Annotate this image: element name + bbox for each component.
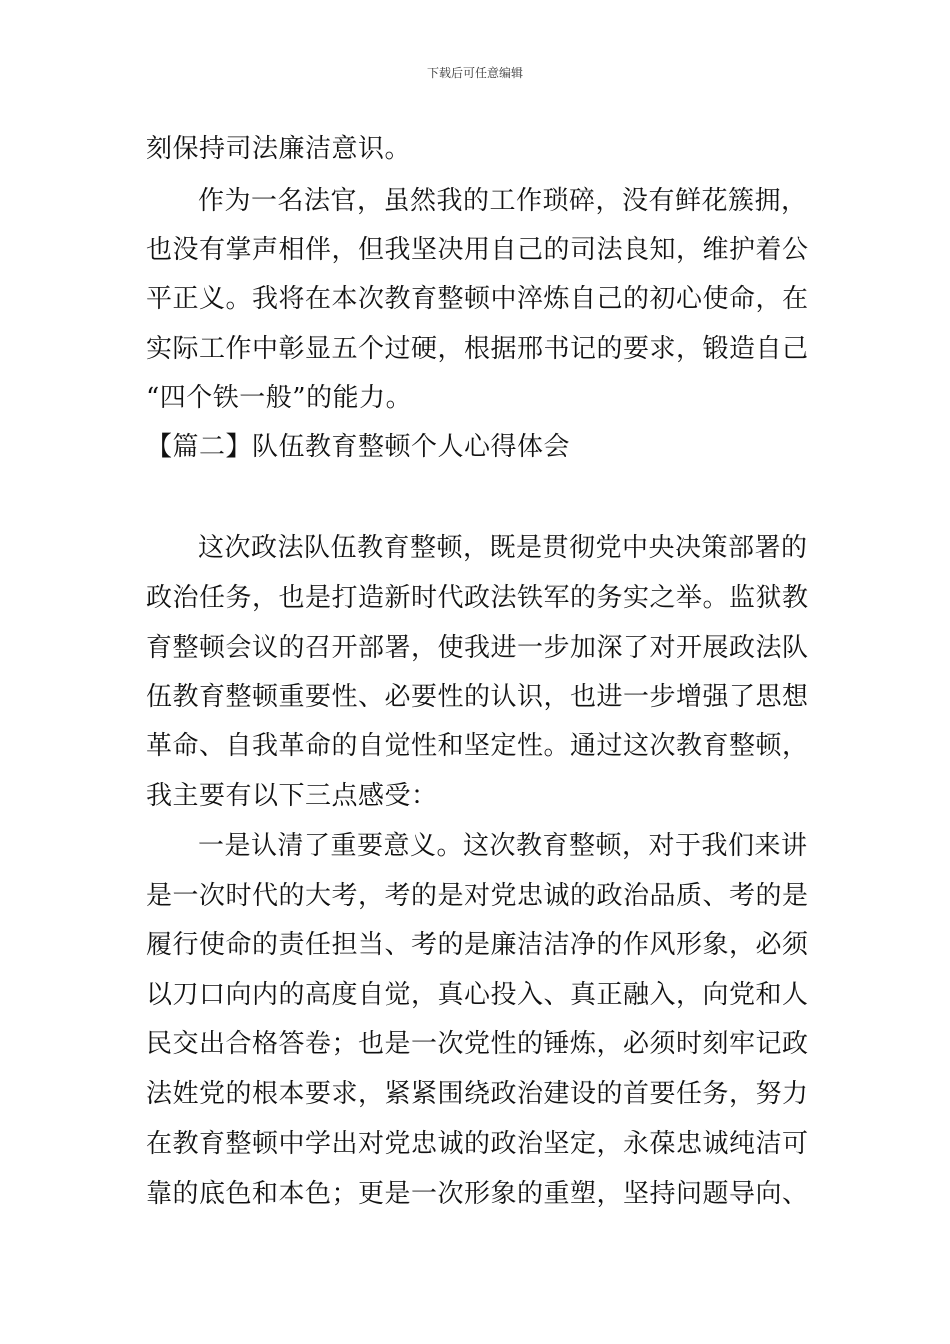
paragraph-line: 实际工作中彰显五个过硬，根据邢书记的要求，锻造自己 <box>146 334 809 364</box>
paragraph-line: 也没有掌声相伴，但我坚决用自己的司法良知，维护着公 <box>146 235 809 265</box>
page-header: 下载后可任意编辑 <box>426 66 523 80</box>
paragraph-line: 民交出合格答卷；也是一次党性的锤炼，必须时刻牢记政 <box>146 1029 809 1059</box>
paragraph-line: “四个铁一般”的能力。 <box>146 383 413 413</box>
paragraph-line: 法姓党的根本要求，紧紧围绕政治建设的首要任务，努力 <box>146 1079 809 1109</box>
section-heading: 【篇二】队伍教育整顿个人心得体会 <box>146 432 571 462</box>
paragraph-line: 育整顿会议的召开部署，使我进一步加深了对开展政法队 <box>146 633 809 663</box>
paragraph-line: 在教育整顿中学出对党忠诚的政治坚定，永葆忠诚纯洁可 <box>146 1129 809 1159</box>
paragraph-line: 是一次时代的大考，考的是对党忠诚的政治品质、考的是 <box>146 881 809 911</box>
paragraph-line: 革命、自我革命的自觉性和坚定性。通过这次教育整顿， <box>146 731 809 761</box>
paragraph-line: 政治任务，也是打造新时代政法铁军的务实之举。监狱教 <box>146 583 809 613</box>
paragraph-line: 履行使命的责任担当、考的是廉洁洁净的作风形象，必须 <box>146 930 809 960</box>
paragraph-line: 靠的底色和本色；更是一次形象的重塑，坚持问题导向、 <box>146 1179 809 1209</box>
paragraph-line: 以刀口向内的高度自觉，真心投入、真正融入，向党和人 <box>146 980 809 1010</box>
paragraph-line: 这次政法队伍教育整顿，既是贯彻党中央决策部署的 <box>198 533 808 563</box>
paragraph-line: 作为一名法官，虽然我的工作琐碎，没有鲜花簇拥， <box>198 186 808 216</box>
paragraph-line: 刻保持司法廉洁意识。 <box>146 134 412 164</box>
paragraph-line: 我主要有以下三点感受： <box>146 781 438 811</box>
paragraph-line: 伍教育整顿重要性、必要性的认识，也进一步增强了思想 <box>146 682 809 712</box>
paragraph-line: 一是认清了重要意义。这次教育整顿，对于我们来讲 <box>198 831 808 861</box>
paragraph-line: 平正义。我将在本次教育整顿中淬炼自己的初心使命，在 <box>146 284 809 314</box>
